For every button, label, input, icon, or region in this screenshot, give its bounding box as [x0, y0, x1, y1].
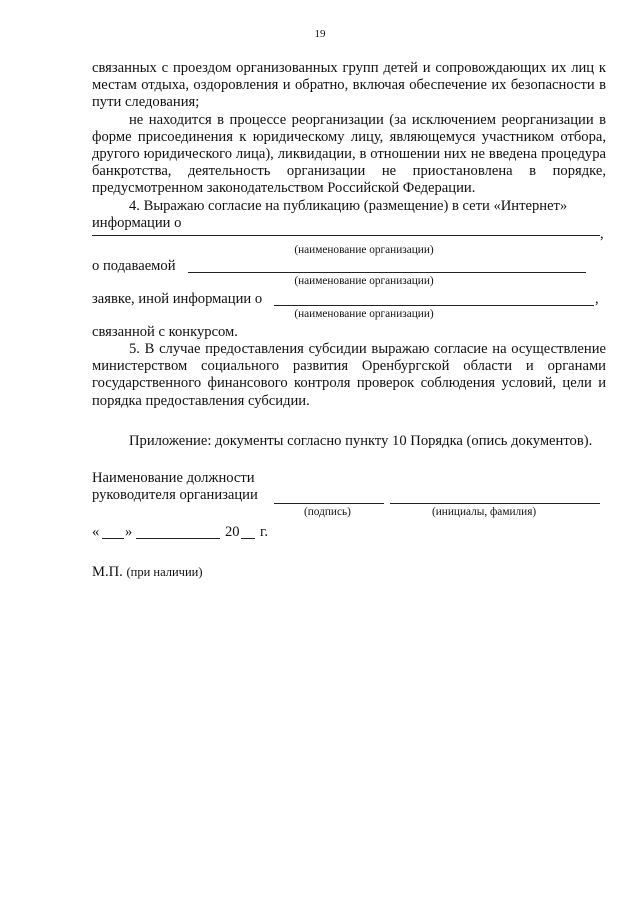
- year-line: [241, 538, 255, 539]
- position-title-line1: Наименование должности: [92, 470, 255, 487]
- date-close-quote: »: [125, 524, 133, 541]
- fill-line: [188, 272, 586, 273]
- application-row: [92, 291, 606, 308]
- caption-initials-surname: (инициалы, фамилия): [432, 506, 537, 519]
- document-body: [92, 60, 606, 590]
- paragraph-4-line1: 4. Выражаю согласие на публикацию (размещение) в сети «Интернет»: [129, 197, 568, 214]
- year-prefix: 20: [225, 524, 240, 541]
- caption-signature: (подпись): [304, 506, 351, 519]
- position-title-line2: руководителя организации: [92, 487, 258, 504]
- application-label: заявке, иной информации о: [92, 290, 263, 307]
- paragraph-appendix: Приложение: документы согласно пункту 10 Порядка (опись документов).: [129, 432, 593, 449]
- paragraph-no-reorganization: не находится в процессе реорганизации (за исключением реорганизации в форме присоединения к юридическому лицу, являющемуся участником отбора, другого юридического лица), ликвидации, в отношении них не введена процедура банкротства, деятельность организации не приостановлена в порядке, предусмотренном законодательством Российской Федерации.: [92, 111, 606, 197]
- date-row: [92, 524, 312, 542]
- organization-name-line-1: [92, 225, 606, 244]
- caption-organization-name-2: (наименование организации): [294, 274, 434, 287]
- paragraph-5-control-consent: 5. В случае предоставления субсидии выражаю согласие на осуществление министерством социального развития Оренбургской области и органами государственного финансового контроля проверок соблюдения условий, цели и порядка предоставления субсидии.: [92, 341, 606, 409]
- name-line: [390, 503, 600, 504]
- submitted-row: [92, 258, 606, 275]
- signature-line: [274, 503, 384, 504]
- month-line: [136, 538, 220, 539]
- fill-line: [274, 305, 594, 306]
- paragraph-4-consent: [92, 198, 606, 215]
- trailing-comma: ,: [595, 290, 599, 307]
- submitted-label: о подаваемой: [92, 257, 176, 274]
- year-suffix: г.: [260, 524, 268, 541]
- page-number: 19: [314, 28, 326, 40]
- signature-block: [92, 470, 606, 590]
- paragraph-transport-safety: связанных с проездом организованных групп детей и сопровождающих их лиц к местам отдыха, оздоровления и обратно, включая обеспечение их безопасности в пути следования;: [92, 60, 606, 111]
- caption-organization-name-1: (наименование организации): [294, 243, 434, 256]
- stamp-place: [92, 564, 203, 581]
- fill-line: [92, 235, 600, 236]
- caption-organization-name-3: (наименование организации): [294, 307, 434, 320]
- stamp-label: М.П.: [92, 564, 123, 581]
- paragraph-4-line2: информации о: [92, 214, 182, 231]
- trailing-comma: ,: [600, 225, 604, 242]
- date-open-quote: «: [92, 524, 100, 541]
- stamp-note: (при наличии): [126, 565, 203, 580]
- connected-with-contest: связанной с конкурсом.: [92, 323, 238, 340]
- day-line: [102, 538, 124, 539]
